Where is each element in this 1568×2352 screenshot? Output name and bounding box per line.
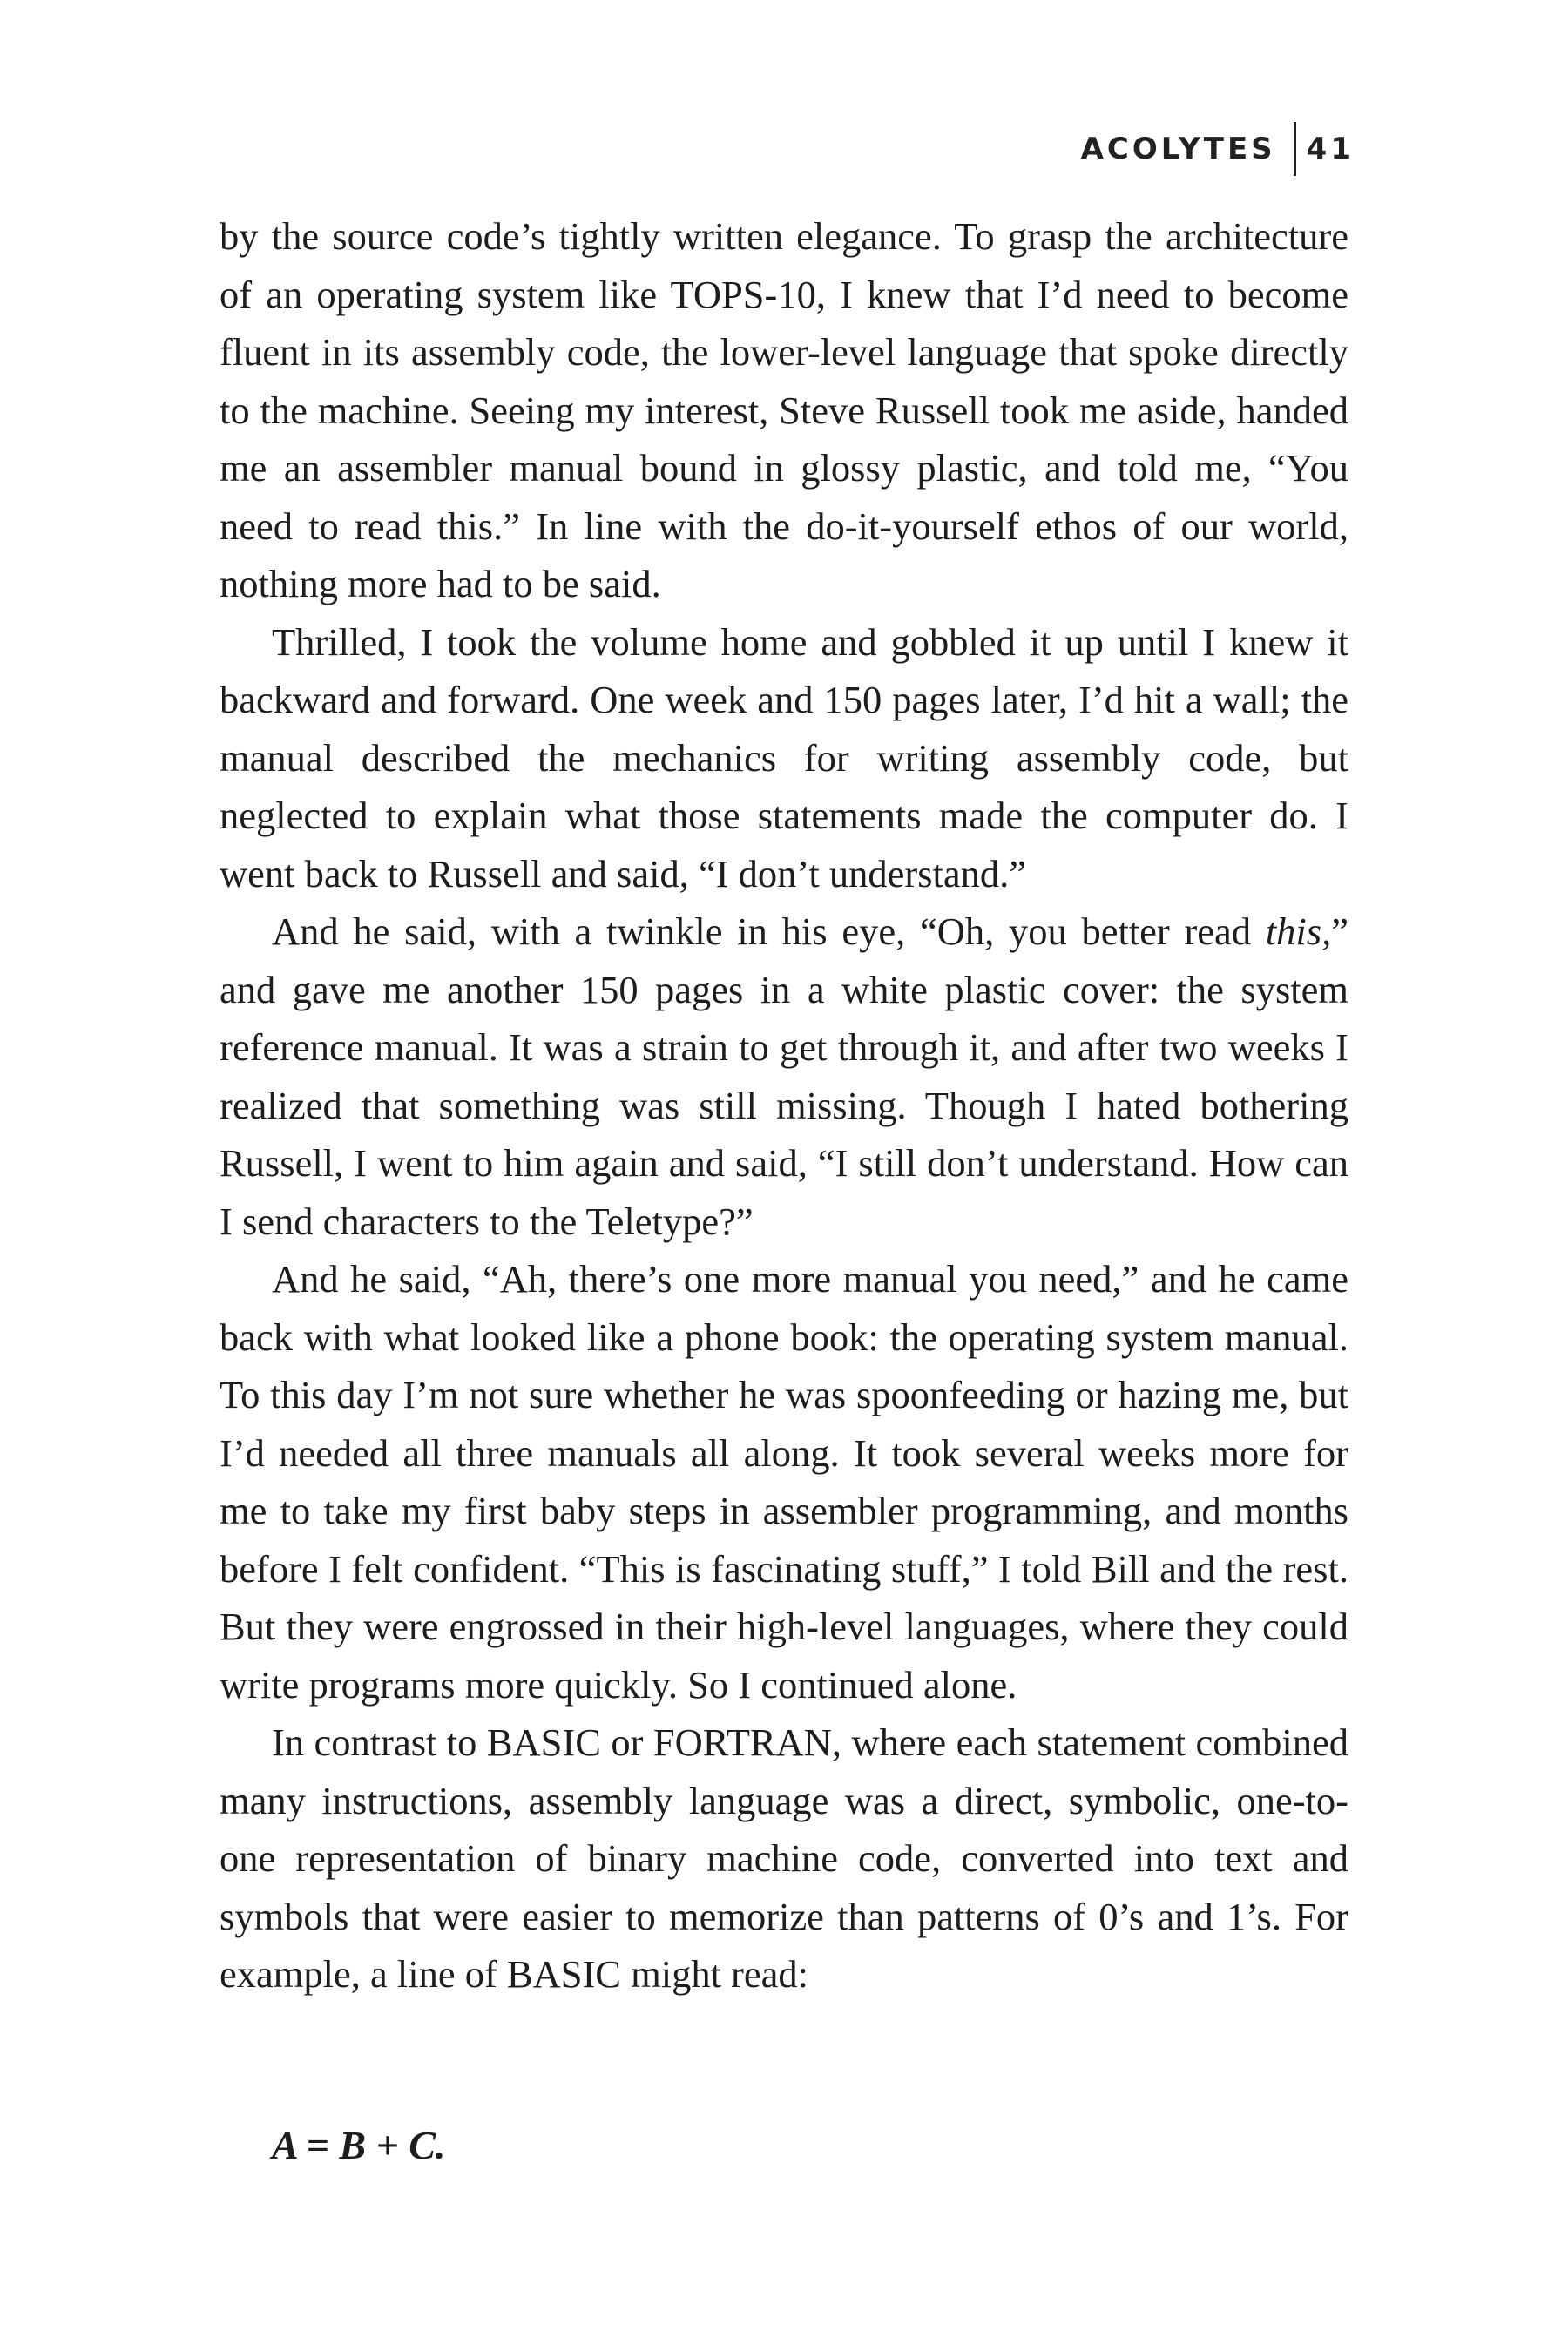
running-head	[1081, 124, 1355, 174]
paragraph-3-emphasis: this,	[1265, 909, 1332, 953]
paragraph-1-text: by the source code’s tightly written elegance. To grasp the architecture of an operating system like TOPS-10, I knew that I’d need to become fluent in its assembly code, the lower-level language that spoke directly to the machine. Seeing my interest, Steve Russell took me aside, handed me an assembler manual bound in glossy plastic, and told me, “You need to read this.” In line with the do-it-yourself ethos of our world, nothing more had to be said.	[220, 214, 1348, 605]
paragraph-2	[220, 613, 1348, 903]
paragraph-3	[220, 902, 1348, 1250]
paragraph-3-text-b: ” and gave me another 150 pages in a white plastic cover: the system reference manual. It was a strain to get through it, and after two weeks I realized that something was still missing. Though I hated bothering Russell, I went to him again and said, “I still don’t understand. How can I send characters to the Teletype?”	[220, 909, 1348, 1243]
page-number: 41	[1306, 132, 1355, 166]
paragraph-4	[220, 1250, 1348, 1713]
paragraph-2-text: Thrilled, I took the volume home and gobbled it up until I knew it backward and forward. One week and 150 pages later, I’d hit a wall; the manual described the mechanics for writing assembly code, but neglected to explain what those statements made the computer do. I went back to Russell and said, “I don’t understand.”	[220, 619, 1348, 896]
running-head-divider	[1294, 122, 1296, 176]
paragraph-5-text: In contrast to BASIC or FORTRAN, where each statement combined many instructions, assembly language was a direct, symbolic, one-to-one representation of binary machine code, converted into text and symbols that were easier to memorize than patterns of 0’s and 1’s. For example, a line of BASIC might read:	[220, 1720, 1348, 1996]
paragraph-5	[220, 1713, 1348, 2004]
body-text	[220, 207, 1348, 2004]
running-head-section: ACOLYTES	[1080, 132, 1276, 166]
paragraph-1	[220, 207, 1348, 613]
paragraph-3-text-a: And he said, with a twinkle in his eye, “Oh, you better read	[272, 909, 1266, 953]
paragraph-4-text: And he said, “Ah, there’s one more manual you need,” and he came back with what looked like a phone book: the operating system manual. To this day I’m not sure whether he was spoonfeeding or hazing me, but I’d needed all three manuals all along. It took several weeks more for me to take my first baby steps in assembler programming, and months before I felt confident. “This is fascinating stuff,” I told Bill and the rest. But they were engrossed in their high-level languages, where they could write programs more quickly. So I continued alone.	[220, 1257, 1348, 1707]
basic-formula: A = B + C.	[272, 2123, 446, 2167]
